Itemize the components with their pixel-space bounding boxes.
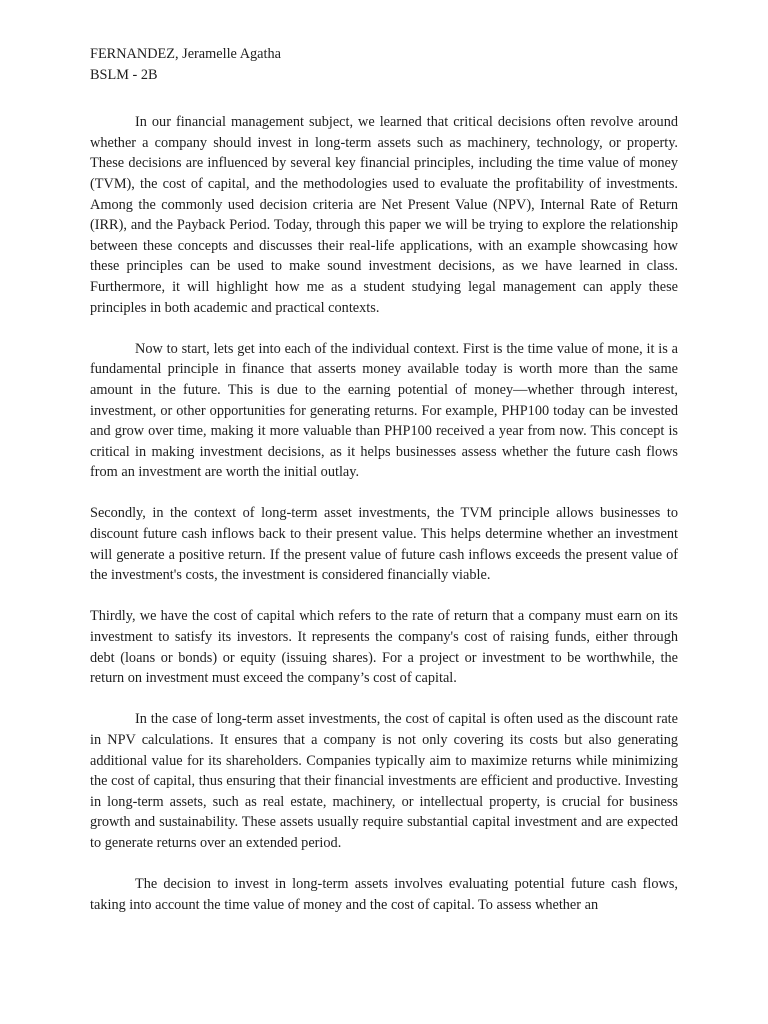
- paragraph-time-value-of-money: Now to start, lets get into each of the individual context. First is the time value of mone, it is a fundamental principle in finance that asserts money available today is worth more than the same amount in the future. This is due to the earning potential of money—whether through interest, investment, or other opportunities for generating returns. For example, PHP100 today can be invested and grow over time, making it more valuable than PHP100 received a year from now. This concept is critical in making investment decisions, as it helps businesses assess whether the future cash flows from an investment are worth the initial outlay.: [90, 340, 678, 481]
- author-header: [90, 44, 678, 85]
- paragraph-tvm-discounting: Secondly, in the context of long-term asset investments, the TVM principle allows businesses to discount future cash inflows back to their present value. This helps determine whether an investment will generate a positive return. If the present value of future cash inflows exceeds the present value of the investment's costs, the investment is considered financially viable.: [90, 505, 678, 584]
- paragraph-investment-decision: The decision to invest in long-term assets involves evaluating potential future cash flows, taking into account the time value of money and the cost of capital. To assess whether an: [90, 876, 678, 913]
- author-name: FERNANDEZ, Jeramelle Agatha: [90, 46, 281, 62]
- course-section: BSLM - 2B: [90, 66, 158, 83]
- paragraph-introduction: In our financial management subject, we learned that critical decisions often revolve around whether a company should invest in long-term assets such as machinery, technology, or property. These decisions are influenced by several key financial principles, including the time value of money (TVM), the cost of capital, and the methodologies used to evaluate the profitability of investments. Among the commonly used decision criteria are Net Present Value (NPV), Internal Rate of Return (IRR), and the Payback Period. Today, through this paper we will be trying to explore the relationship between these concepts and discusses their real-life applications, with an example showcasing how these principles can be used to make sound investment decisions, as we have learned in class. Furthermore, it will highlight how me as a student studying legal management can apply these principles in both academic and practical contexts.: [90, 114, 678, 316]
- document-page: [90, 44, 678, 936]
- paragraph-long-term-investments: In the case of long-term asset investments, the cost of capital is often used as the discount rate in NPV calculations. It ensures that a company is not only covering its costs but also generating additional value for its shareholders. Companies typically aim to maximize returns while minimizing the cost of capital, thus ensuring that their financial investments are efficient and productive. Investing in long-term assets, such as real estate, machinery, or intellectual property, is crucial for business growth and sustainability. These assets usually require substantial capital investment and are expected to generate returns over an extended period.: [90, 711, 678, 851]
- paragraph-cost-of-capital: Thirdly, we have the cost of capital which refers to the rate of return that a company must earn on its investment to satisfy its investors. It represents the company's cost of raising funds, either through debt (loans or bonds) or equity (issuing shares). For a project or investment to be worthwhile, the return on investment must exceed the company’s cost of capital.: [90, 608, 678, 687]
